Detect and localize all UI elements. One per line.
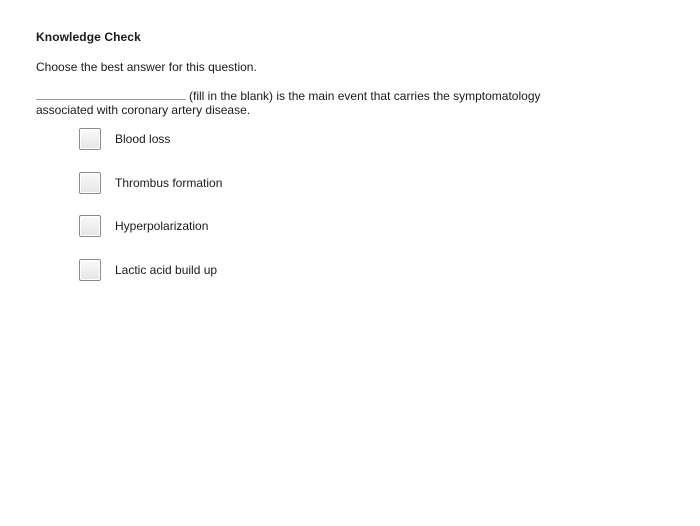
option-lactic-acid-build-up[interactable] <box>79 257 217 282</box>
option-label: Lactic acid build up <box>115 262 218 277</box>
quiz-title: Knowledge Check <box>36 30 141 44</box>
question-text: (fill in the blank) is the main event that carries the symptomatology associated with coronary artery disease. <box>36 89 541 117</box>
question-prompt <box>36 89 596 117</box>
option-blood-loss[interactable] <box>79 126 170 151</box>
option-checkbox[interactable] <box>79 172 101 194</box>
option-label: Thrombus formation <box>115 175 223 190</box>
quiz-instruction: Choose the best answer for this question. <box>36 60 257 74</box>
option-label: Blood loss <box>115 131 171 146</box>
option-checkbox[interactable] <box>79 259 101 281</box>
fill-in-blank-line <box>36 89 186 100</box>
option-hyperpolarization[interactable] <box>79 213 208 238</box>
option-checkbox[interactable] <box>79 215 101 237</box>
option-thrombus-formation[interactable] <box>79 170 222 195</box>
option-label: Hyperpolarization <box>115 218 209 233</box>
option-checkbox[interactable] <box>79 128 101 150</box>
